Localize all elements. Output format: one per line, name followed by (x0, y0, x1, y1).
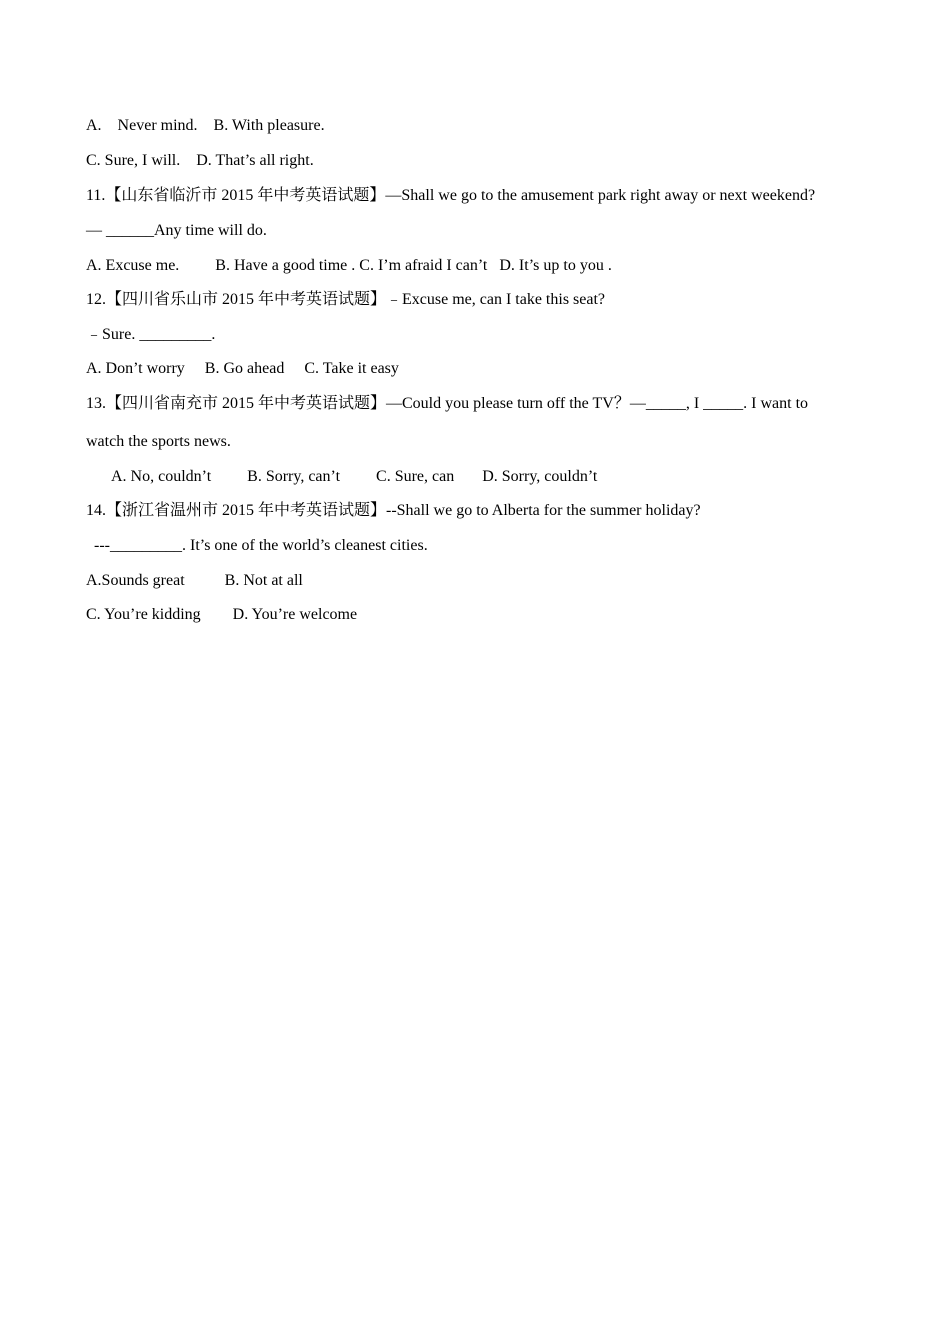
q10-options-ab: A. Never mind. B. With pleasure. (86, 117, 325, 134)
q12-question: 12.【四川省乐山市 2015 年中考英语试题】﹣Excuse me, can I take this seat? (86, 291, 606, 308)
q14-question: 14.【浙江省温州市 2015 年中考英语试题】--Shall we go to Alberta for the summer holiday? (86, 502, 701, 519)
q12-response: ﹣Sure. _________. (86, 326, 216, 343)
q14-options-ab: A.Sounds great B. Not at all (86, 572, 303, 589)
q13-question: 13.【四川省南充市 2015 年中考英语试题】—Could you please turn off the TV？—_____, I _____. I want to (86, 395, 809, 412)
q13-options: A. No, couldn’t B. Sorry, can’t C. Sure, can D. Sorry, couldn’t (111, 468, 598, 485)
q11-response: — ______Any time will do. (86, 222, 267, 239)
q12-options: A. Don’t worry B. Go ahead C. Take it easy (86, 360, 399, 377)
q13-question-cont: watch the sports news. (86, 433, 231, 450)
q14-response: ---_________. It’s one of the world’s cleanest cities. (86, 537, 428, 554)
q14-options-cd: C. You’re kidding D. You’re welcome (86, 606, 358, 623)
q10-options-cd: C. Sure, I will. D. That’s all right. (86, 152, 314, 169)
q11-question: 11.【山东省临沂市 2015 年中考英语试题】—Shall we go to the amusement park right away or next weekend? (86, 187, 816, 204)
q11-options: A. Excuse me. B. Have a good time . C. I’m afraid I can’t D. It’s up to you . (86, 257, 612, 274)
